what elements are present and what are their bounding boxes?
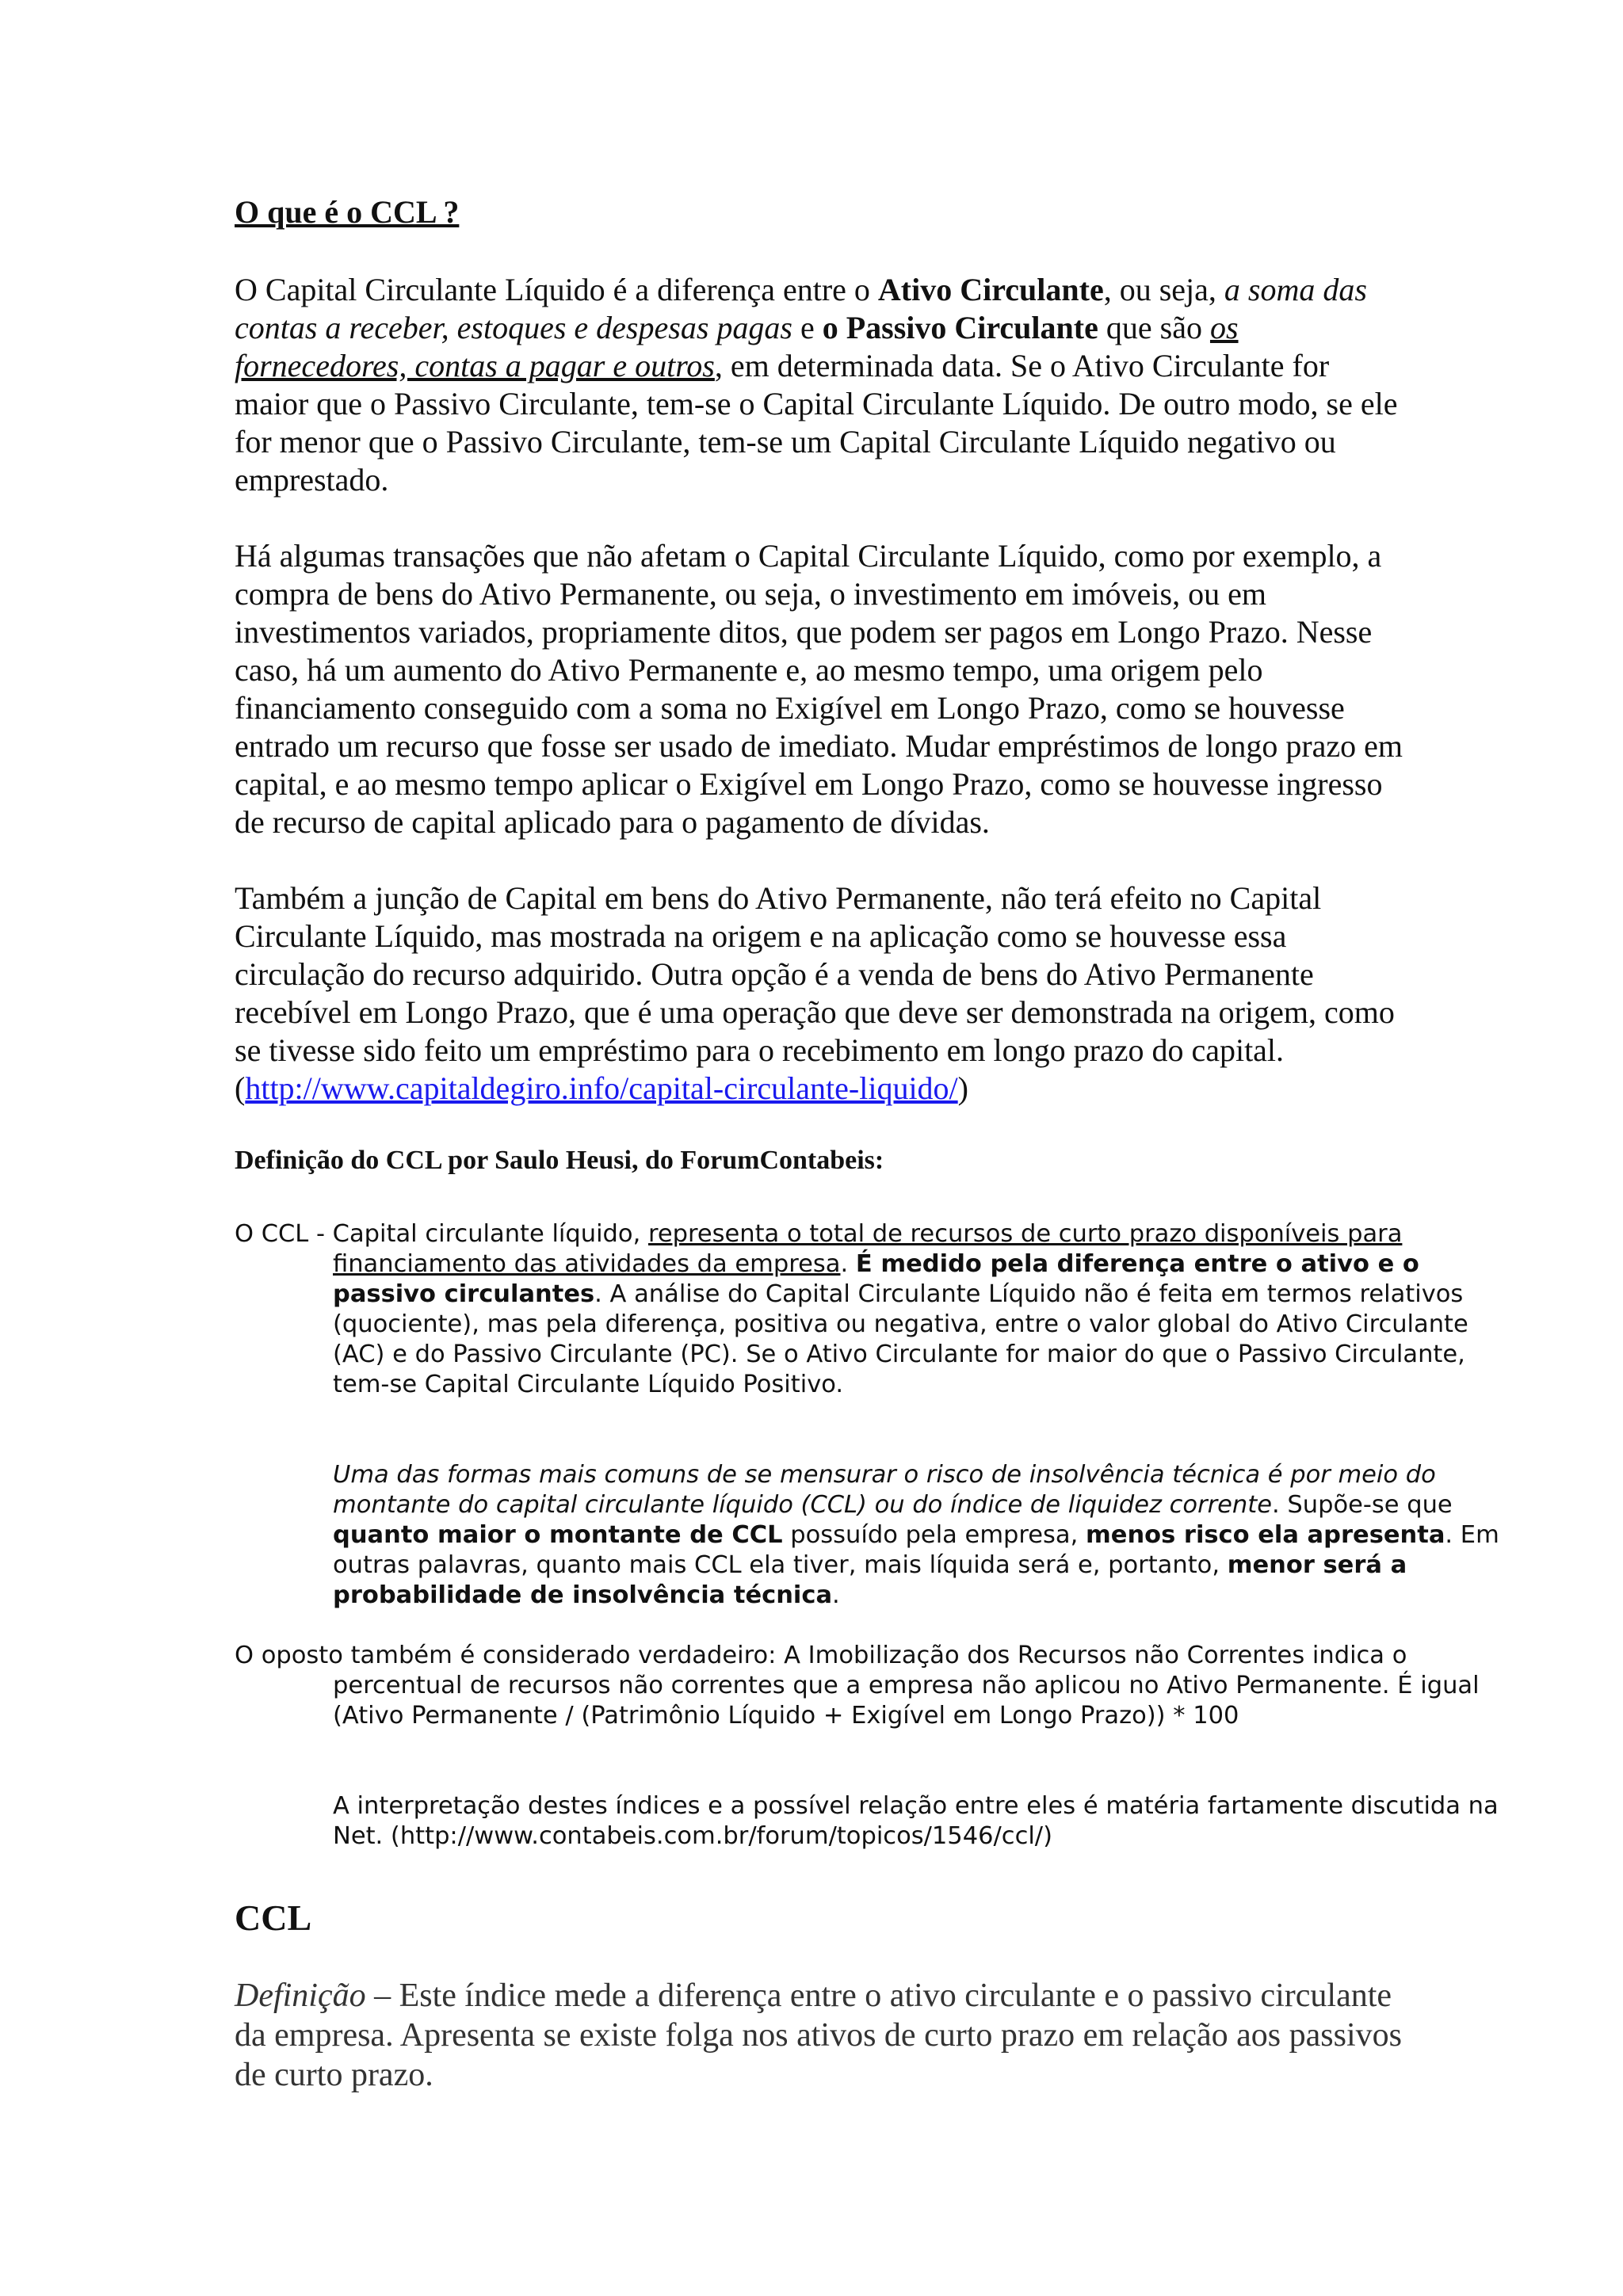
text-run: possuído pela empresa, [782,1521,1086,1549]
paragraph-index-definition [235,1976,1407,2095]
italic-run: a soma das contas a receber, estoques e despesas pagas [235,272,1367,345]
source-link[interactable]: http://www.capitaldegiro.info/capital-circulante-liquido/ [245,1070,958,1106]
quote-paragraph-interpretation: A interpretação destes índices e a possível relação entre eles é matéria fartamente discutida na Net. (http://www.contabeis.com.br/forum/topicos/1546/ccl/) [333,1792,1499,1850]
paren-close: ) [957,1070,968,1106]
bold-run: Ativo Circulante [877,272,1104,307]
paren-open: ( [235,1070,246,1106]
underline-run: representa o total de recursos de curto prazo disponíveis para financiamento das atividades da empresa [333,1220,1403,1278]
text-run: que são [1098,310,1210,345]
text-run: . A análise do Capital Circulante Líquido não é feita em termos relativos (quociente), mas pela diferença, positiva ou negativa, entre o valor global do Ativo Circulante (AC) e do Passivo Circulante (PC). Se o Ativo Circulante for maior do que o Passivo Circulante, tem-se Capital Circulante Líquido Positivo. [333,1280,1468,1398]
bold-run: o Passivo Circulante [822,310,1098,345]
bold-run: menor será a probabilidade de insolvência técnica [333,1551,1407,1609]
section-heading-ccl: CCL [235,1897,312,1938]
text-run: , ou seja, [1103,272,1224,307]
bold-run: quanto maior o montante de CCL [333,1521,783,1549]
paragraph-capital-junction [235,879,1407,1108]
text-run: . Supõe-se que [1272,1491,1453,1519]
text-run: e [792,310,823,345]
text-run: O Capital Circulante Líquido é a diferença entre o [235,272,878,307]
bold-run: É medido pela diferença entre o ativo e o passivo circulantes [333,1250,1419,1308]
paragraph-ccl-definition [235,271,1407,499]
text-run: Também a junção de Capital em bens do Ativo Permanente, não terá efeito no Capital Circulante Líquido, mas mostrada na origem e na aplicação como se houvesse essa circulação do recurso adquirido. Outra opção é a venda de bens do Ativo Permanente recebível em Longo Prazo, que é uma operação que deve ser demonstrada na origem, como se tivesse sido feito um empréstimo para o recebimento em longo prazo do capital. [235,880,1395,1068]
quote-paragraph-risk [235,1460,1506,1611]
text-run: . [832,1581,840,1609]
text-run: , em determinada data. Se o Ativo Circulante for maior que o Passivo Circulante, tem-se o Capital Circulante Líquido. De outro modo, se ele for menor que o Passivo Circulante, tem-se um Capital Circulante Líquido negativo ou emprestado. [235,348,1398,498]
quote-paragraph-opposite: O oposto também é considerado verdadeiro: A Imobilização dos Recursos não Correntes indica o percentual de recursos não correntes que a empresa não aplicou no Ativo Permanente. É igual (Ativo Permanente / (Patrimônio Líquido + Exigível em Longo Prazo)) * 100 [235,1642,1480,1730]
text-run: . [840,1250,856,1278]
text-run: . Em outras palavras, quanto mais CCL ela tiver, mais líquida será e, portanto, [333,1521,1499,1579]
italic-run: Uma das formas mais comuns de se mensurar o risco de insolvência técnica é por meio do montante do capital circulante líquido (CCL) ou do índice de liquidez corrente [333,1461,1436,1519]
italic-underline-run: os fornecedores, contas a pagar e outros [235,310,1239,383]
paragraph-transactions: Há algumas transações que não afetam o Capital Circulante Líquido, como por exemplo, a compra de bens do Ativo Permanente, ou seja, o investimento em imóveis, ou em investimentos variados, propriamente ditos, que podem ser pagos em Longo Prazo. Nesse caso, há um aumento do Ativo Permanente e, ao mesmo tempo, uma origem pelo financiamento conseguido com a soma no Exigível em Longo Prazo, como se houvesse entrado um recurso que fosse ser usado de imediato. Mudar empréstimos de longo prazo em capital, e ao mesmo tempo aplicar o Exigível em Longo Prazo, como se houvesse ingresso de recurso de capital aplicado para o pagamento de dívidas. [235,538,1403,840]
quote-paragraph-ccl [235,1219,1506,1400]
page-title: O que é o CCL ? [235,194,460,230]
text-run: O CCL - Capital circulante líquido, [235,1220,648,1248]
text-run: – Este índice mede a diferença entre o ativo circulante e o passivo circulante da empresa. Apresenta se existe folga nos ativos de curto prazo em relação aos passivos de curto prazo. [235,1978,1402,2093]
bold-run: menos risco ela apresenta [1086,1521,1445,1549]
italic-label: Definição [235,1978,366,2014]
section-heading-forum: Definição do CCL por Saulo Heusi, do ForumContabeis: [235,1146,884,1175]
